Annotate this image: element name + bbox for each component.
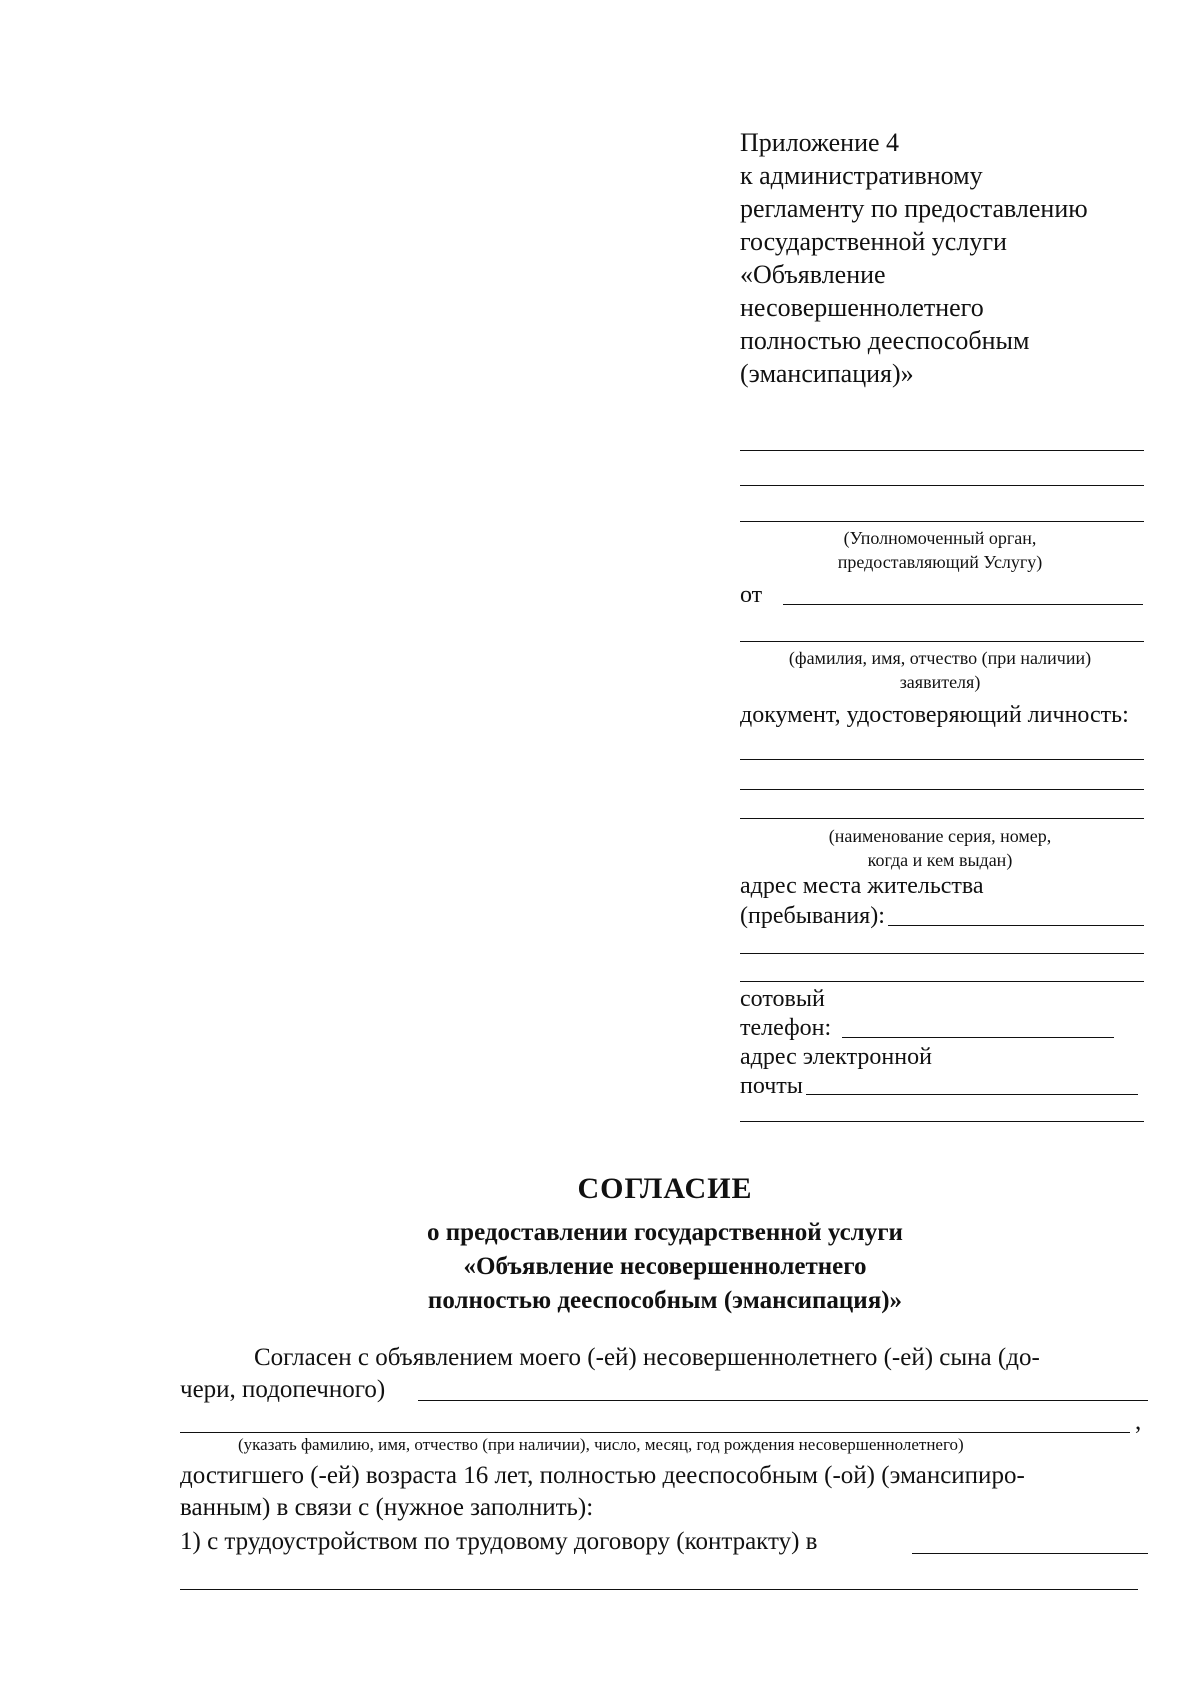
document-subtitle: полностью дееспособным (эмансипация)» bbox=[427, 1287, 903, 1314]
appendix-line: регламенту по предоставлению bbox=[740, 194, 1088, 223]
child-name-caption: (указать фамилию, имя, отчество (при наличии), число, месяц, год рождения несовершеннолетнего) bbox=[238, 1435, 964, 1454]
email-line[interactable] bbox=[740, 1121, 1144, 1122]
email-label: почты bbox=[740, 1073, 803, 1099]
address-line[interactable] bbox=[888, 925, 1144, 926]
employer-line[interactable] bbox=[912, 1553, 1148, 1554]
appendix-line: (эмансипация)» bbox=[740, 359, 914, 388]
child-name-line[interactable] bbox=[180, 1432, 1130, 1433]
document-subtitle: «Объявление несовершеннолетнего bbox=[463, 1253, 867, 1280]
address-label: (пребывания): bbox=[740, 903, 885, 929]
phone-label: телефон: bbox=[740, 1015, 832, 1041]
organ-blank-line[interactable] bbox=[740, 521, 1144, 522]
id-document-label: документ, удостоверяющий личность: bbox=[740, 702, 1129, 728]
consent-text: Согласен с объявлением моего (-ей) несовершеннолетнего (-ей) сына (до- bbox=[254, 1344, 1040, 1371]
appendix-line: государственной услуги bbox=[740, 227, 1007, 256]
id-document-caption: (наименование серия, номер, bbox=[828, 826, 1052, 846]
appendix-line: полностью дееспособным bbox=[740, 326, 1030, 355]
organ-blank-line[interactable] bbox=[740, 450, 1144, 451]
organ-blank-line[interactable] bbox=[740, 485, 1144, 486]
email-label: адрес электронной bbox=[740, 1044, 932, 1070]
phone-line[interactable] bbox=[842, 1037, 1114, 1038]
applicant-name-line[interactable] bbox=[740, 641, 1144, 642]
appendix-line: несовершеннолетнего bbox=[740, 293, 984, 322]
appendix-reference bbox=[740, 126, 1140, 390]
id-document-line[interactable] bbox=[740, 759, 1144, 760]
child-name-line[interactable] bbox=[418, 1400, 1148, 1401]
address-line[interactable] bbox=[740, 953, 1144, 954]
document-title: СОГЛАСИЕ bbox=[577, 1172, 753, 1205]
phone-label: сотовый bbox=[740, 986, 825, 1012]
id-document-line[interactable] bbox=[740, 789, 1144, 790]
consent-text: ванным) в связи с (нужное заполнить): bbox=[180, 1494, 594, 1521]
line-comma: , bbox=[1135, 1408, 1142, 1435]
document-subtitle: о предоставлении государственной услуги bbox=[427, 1219, 903, 1246]
email-line[interactable] bbox=[806, 1094, 1138, 1095]
consent-text: чери, подопечного) bbox=[180, 1376, 386, 1403]
from-label: от bbox=[740, 582, 763, 608]
consent-text: достигшего (-ей) возраста 16 лет, полностью дееспособным (-ой) (эмансипиро- bbox=[180, 1462, 1025, 1489]
id-document-caption: когда и кем выдан) bbox=[867, 850, 1013, 870]
appendix-line: «Объявление bbox=[740, 260, 886, 289]
appendix-line: Приложение 4 bbox=[740, 128, 900, 157]
applicant-name-caption: (фамилия, имя, отчество (при наличии) bbox=[788, 648, 1092, 668]
applicant-name-line[interactable] bbox=[783, 604, 1143, 605]
address-label: адрес места жительства bbox=[740, 873, 984, 899]
employer-line[interactable] bbox=[180, 1589, 1138, 1590]
appendix-line: к административному bbox=[740, 161, 983, 190]
organ-caption: (Уполномоченный орган, bbox=[843, 528, 1037, 548]
consent-text: 1) с трудоустройством по трудовому договору (контракту) в bbox=[180, 1528, 818, 1555]
organ-caption: предоставляющий Услугу) bbox=[837, 552, 1043, 572]
applicant-name-caption: заявителя) bbox=[899, 672, 981, 692]
address-line[interactable] bbox=[740, 981, 1144, 982]
id-document-line[interactable] bbox=[740, 818, 1144, 819]
